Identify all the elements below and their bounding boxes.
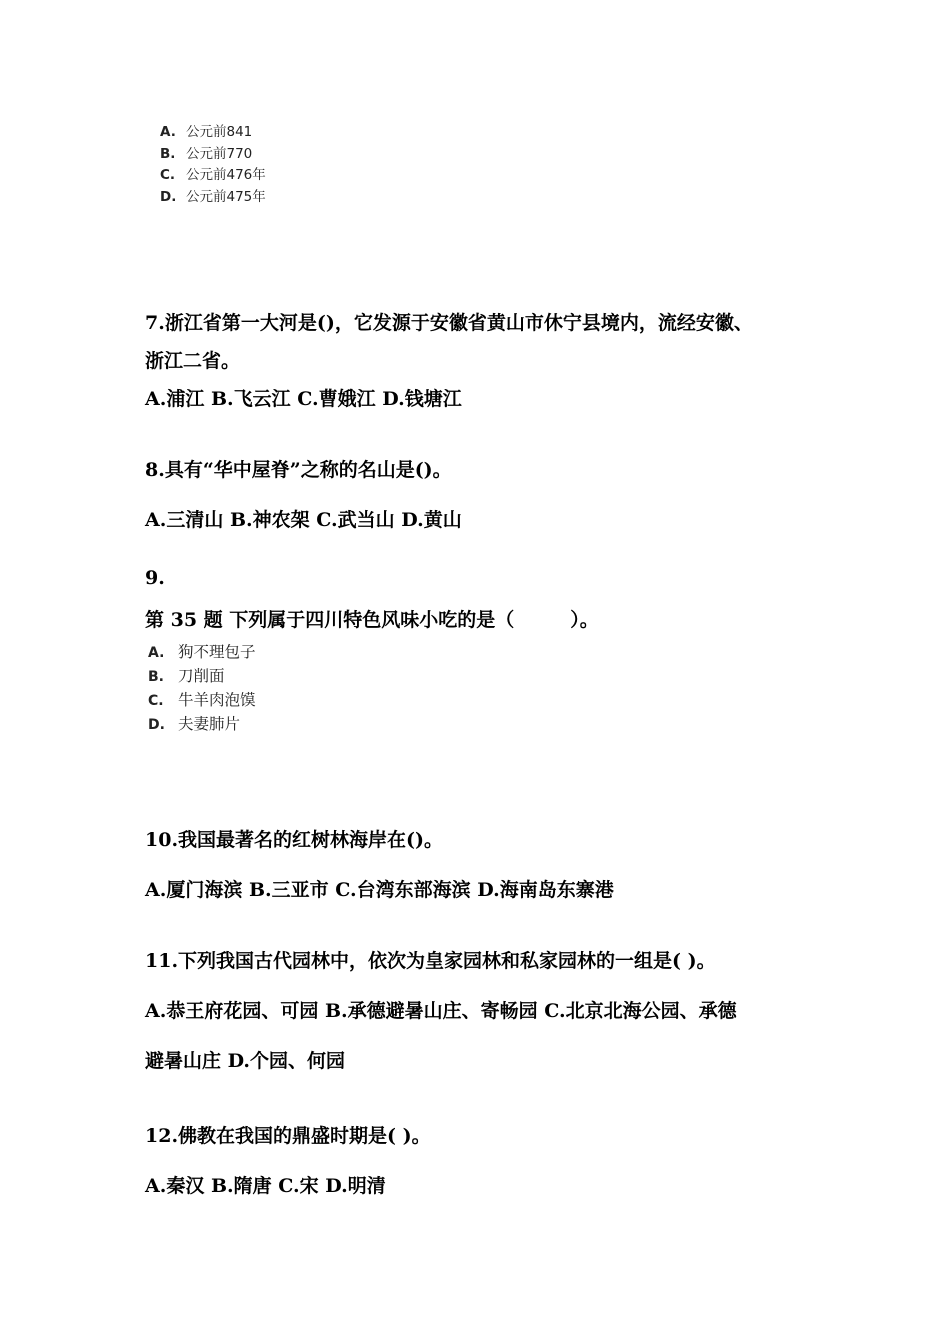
q11-options-line1: A.恭王府花园、可园 B.承德避暑山庄、寄畅园 C.北京北海公园、承德: [145, 1000, 737, 1022]
q9-stem: 第 35 题 下列属于四川特色风味小吃的是（ ）。: [145, 609, 599, 631]
q6-options: [160, 122, 266, 208]
q12-options: A.秦汉 B.隋唐 C.宋 D.明清: [145, 1175, 386, 1197]
q10-options: A.厦门海滨 B.三亚市 C.台湾东部海滨 D.海南岛东寨港: [145, 879, 614, 901]
q9-option-c: C. 牛羊肉泡馍: [148, 691, 256, 709]
q7-stem-line2: 浙江二省。: [145, 350, 241, 372]
q9-number: 9.: [145, 567, 165, 589]
q11-stem: 11.下列我国古代园林中，依次为皇家园林和私家园林的一组是( )。: [145, 950, 716, 972]
q9-option-d: D. 夫妻肺片: [148, 715, 241, 733]
q8-stem: 8.具有“华中屋脊”之称的名山是()。: [145, 459, 452, 481]
q7-options: A.浦江 B.飞云江 C.曹娥江 D.钱塘江: [145, 388, 462, 410]
q9-option-a: A. 狗不理包子: [148, 643, 256, 661]
q6-option-d: D. 公元前475年: [160, 188, 266, 205]
q6-option-b: B. 公元前770: [160, 145, 253, 162]
q6-option-a: A. 公元前841: [160, 124, 253, 140]
q11-options-line2: 避暑山庄 D.个园、何园: [145, 1050, 346, 1072]
q8-options: A.三清山 B.神农架 C.武当山 D.黄山: [145, 509, 462, 531]
q6-option-c: C. 公元前476年: [160, 167, 266, 183]
q12-stem: 12.佛教在我国的鼎盛时期是( )。: [145, 1125, 431, 1147]
q9-option-b: B. 刀削面: [148, 667, 225, 685]
q10-stem: 10.我国最著名的红树林海岸在()。: [145, 829, 444, 851]
q9-options: [148, 640, 256, 736]
q7-stem-line1: 7.浙江省第一大河是()，它发源于安徽省黄山市休宁县境内，流经安徽、: [145, 312, 753, 334]
